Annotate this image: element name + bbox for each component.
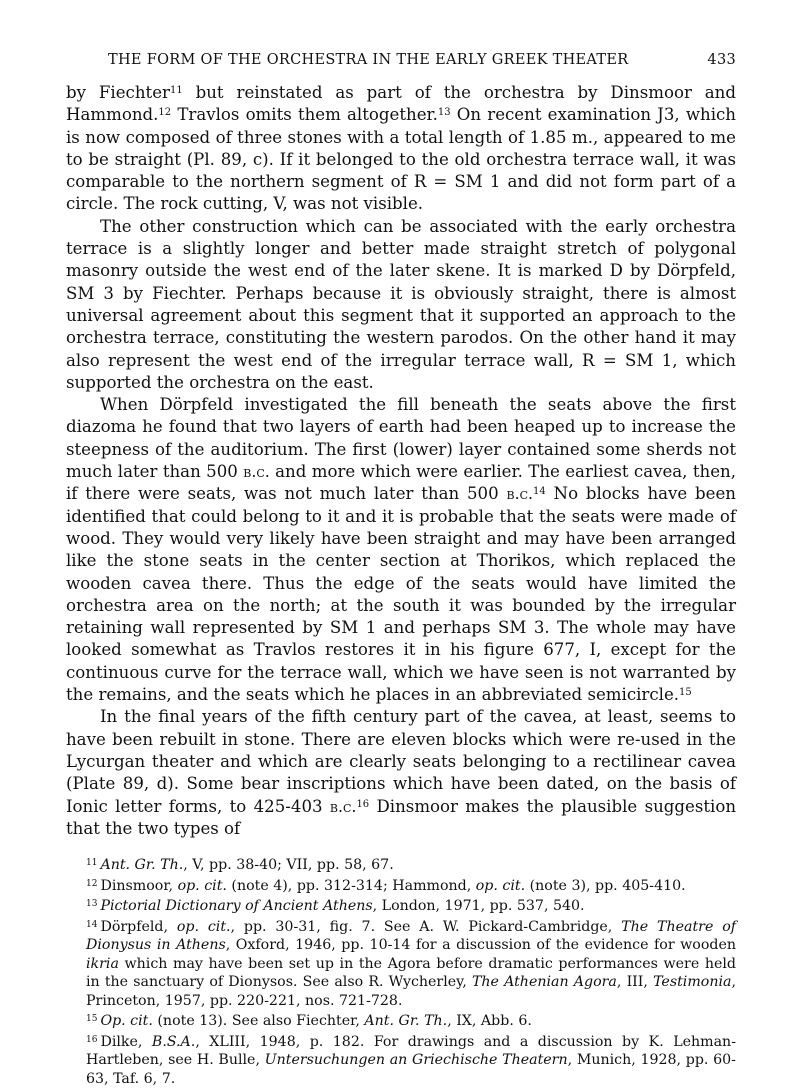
page-number: 433: [707, 52, 736, 68]
paragraph-2: The other construction which can be associated with the early orchestra terrace is a slightly longer and better made straight stretch of polygonal masonry outside the west end of the later skene. It is marked D by Dörpfeld, SM 3 by Fiechter. Perhaps because it is obviously straight, there is almost universal agreement about this segment that it supported an approach to the orchestra terrace, constituting the western parodos. On the other hand it may also represent the west end of the irregular terrace wall, R = SM 1, which supported the orchestra on the east.: [66, 216, 736, 392]
footnote-14: $^{14}$ Dörpfeld, op. cit., pp. 30-31, fig. 7. See A. W. Pickard-Cambridge, The Theatre of Dionysus in Athens, Oxford, 1946, pp. 10-14 for a discussion of the evidence for wooden ikria which may have been set up in the Agora before dramatic performances were held in the sanctuary of Dionysos. See also R. Wycherley, The Athenian Agora, III, Testimonia, Princeton, 1957, pp. 220-221, nos. 721-728.: [86, 918, 736, 1009]
footnote-15: $^{15}$ Op. cit. (note 13). See also Fiechter, Ant. Gr. Th., IX, Abb. 6.: [86, 1013, 532, 1030]
footnote-12: $^{12}$ Dinsmoor, op. cit. (note 4), pp. 312-314; Hammond, op. cit. (note 3), pp. 405-410.: [86, 877, 686, 894]
footnote-ref[interactable]: 16: [356, 798, 370, 810]
footnote-ref[interactable]: 14: [533, 486, 546, 498]
running-header: [66, 52, 736, 68]
footnote-ref[interactable]: 13: [437, 107, 451, 119]
footnote-16: $^{16}$ Dilke, B.S.A., XLIII, 1948, p. 182. For drawings and a discussion by K. Lehman-Hartleben, see H. Bulle, Untersuchungen an Griechische Theatern, Munich, 1928, pp. 60-63, Taf. 6, 7.: [86, 1033, 736, 1087]
running-title: THE FORM OF THE ORCHESTRA IN THE EARLY GREEK THEATER: [108, 52, 629, 68]
paragraph-3: When Dörpfeld investigated the fill beneath the seats above the first diazoma he found that two layers of earth had been heaped up to increase the steepness of the auditorium. The first (lower) layer contained some sherds not much later than 500 b.c. and more which were earlier. The earliest cavea, then, if there were seats, was not much later than 500 b.c.$^{14}$ No blocks have been identified that could belong to it and it is probable that the seats were made of wood. They would very likely have been straight and may have been arranged like the stone seats in the center section at Thorikos, which replaced the wooden cavea there. Thus the edge of the seats would have limited the orchestra area on the north; at the south it was bounded by the irregular retaining wall represented by SM 1 and perhaps SM 3. The whole may have looked somewhat as Travlos restores it in his figure 677, I, except for the continuous curve for the terrace wall, which we have seen is not warranted by the remains, and the seats which he places in an abbreviated semicircle.$^{15}$: [66, 395, 736, 705]
body-text: [66, 82, 736, 840]
paragraph-4: In the final years of the fifth century part of the cavea, at least, seems to have been rebuilt in stone. There are eleven blocks which were re-used in the Lycurgan theater and which are clearly seats belonging to a rectilinear cavea (Plate 89, d). Some bear inscriptions which have been dated, on the basis of Ionic letter forms, to 425-403 b.c.$^{16}$ Dinsmoor makes the plausible suggestion that the two types of: [66, 707, 736, 838]
footnote-ref[interactable]: 15: [679, 687, 692, 699]
footnotes: [66, 854, 736, 1088]
footnote-11: $^{11}$ Ant. Gr. Th., V, pp. 38-40; VII, pp. 58, 67.: [86, 857, 394, 874]
page: [66, 52, 736, 1088]
footnote-ref[interactable]: 12: [158, 107, 172, 119]
footnote-13: $^{13}$ Pictorial Dictionary of Ancient Athens, London, 1971, pp. 537, 540.: [86, 898, 585, 915]
footnote-ref[interactable]: 11: [169, 85, 183, 96]
paragraph-1: by Fiechter$^{11}$ but reinstated as part of the orchestra by Dinsmoor and Hammond.$^{12}$ Travlos omits them altogether.$^{13}$ On recent examination J3, which is now composed of three stones with a total length of 1.85 m., appeared to me to be straight (Pl. 89, c). If it belonged to the old orchestra terrace wall, it was comparable to the northern segment of R = SM 1 and did not form part of a circle. The rock cutting, V, was not visible.: [66, 83, 736, 214]
